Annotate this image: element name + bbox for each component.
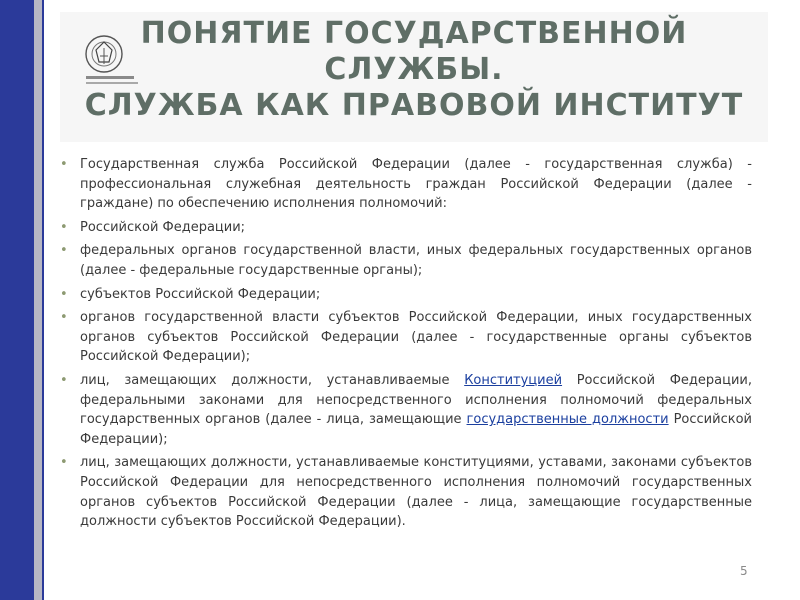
list-item-text: субъектов Российской Федерации; (80, 286, 321, 302)
content-list (58, 155, 752, 536)
bullet-icon: • (60, 219, 68, 235)
bullet-icon: • (60, 157, 68, 172)
bullet-icon: • (60, 243, 68, 259)
bullet-icon: • (60, 372, 68, 388)
list-item-text: лиц, замещающих должности, устанавливаемые конституциями, уставами, законами субъектов Российской Федерации для непосредственного исполнения полномочий государственных органов субъектов Российской Федерации (далее - лица, замещающие государственные должности субъектов Российской Федерации). (80, 455, 752, 530)
page-number: 5 (740, 564, 748, 578)
list-item (58, 285, 752, 305)
list-item-text: Российской Федерации; (80, 219, 246, 235)
title-line-1: ПОНЯТИЕ ГОСУДАРСТВЕННОЙ (140, 16, 688, 51)
state-positions-link[interactable]: государственные должности (466, 412, 669, 428)
constitution-link[interactable]: Конституцией (464, 372, 563, 388)
list-item-text-after: Российской Федерации); (80, 412, 752, 447)
list-item (58, 371, 752, 449)
list-item (58, 308, 752, 367)
list-item-text-middle: Российской Федерации, федеральными законами для непосредственного исполнения полномочий федеральных государственных органов (далее - лица, замещающие (80, 372, 752, 428)
page-title (60, 16, 768, 124)
bullet-icon: • (60, 310, 68, 326)
bullet-icon: • (60, 455, 68, 471)
left-stripe-blue (0, 0, 34, 600)
list-item (58, 155, 752, 214)
bullet-icon: • (60, 286, 68, 302)
title-line-3: СЛУЖБА КАК ПРАВОВОЙ ИНСТИТУТ (84, 88, 744, 123)
list-item-text-before: лиц, замещающих должности, устанавливаемые (80, 372, 465, 388)
list-item (58, 241, 752, 280)
list-item-text: федеральных органов государственной власти, иных федеральных государственных органов (далее - федеральные государственные органы); (80, 243, 752, 278)
left-stripe-line (42, 0, 44, 600)
list-item-text: Государственная служба Российской Федерации (далее - государственная служба) - профессиональная служебная деятельность граждан Российской Федерации (далее - граждане) по обеспечению исполнения полномочий: (80, 157, 752, 212)
list-item-text: органов государственной власти субъектов Российской Федерации, иных государственных органов субъектов Российской Федерации (далее - государственные органы субъектов Российской Федерации); (80, 310, 752, 365)
list-item (58, 218, 752, 238)
list-item (58, 453, 752, 531)
title-line-2: СЛУЖБЫ. (324, 52, 504, 87)
left-stripe-gray (34, 0, 42, 600)
